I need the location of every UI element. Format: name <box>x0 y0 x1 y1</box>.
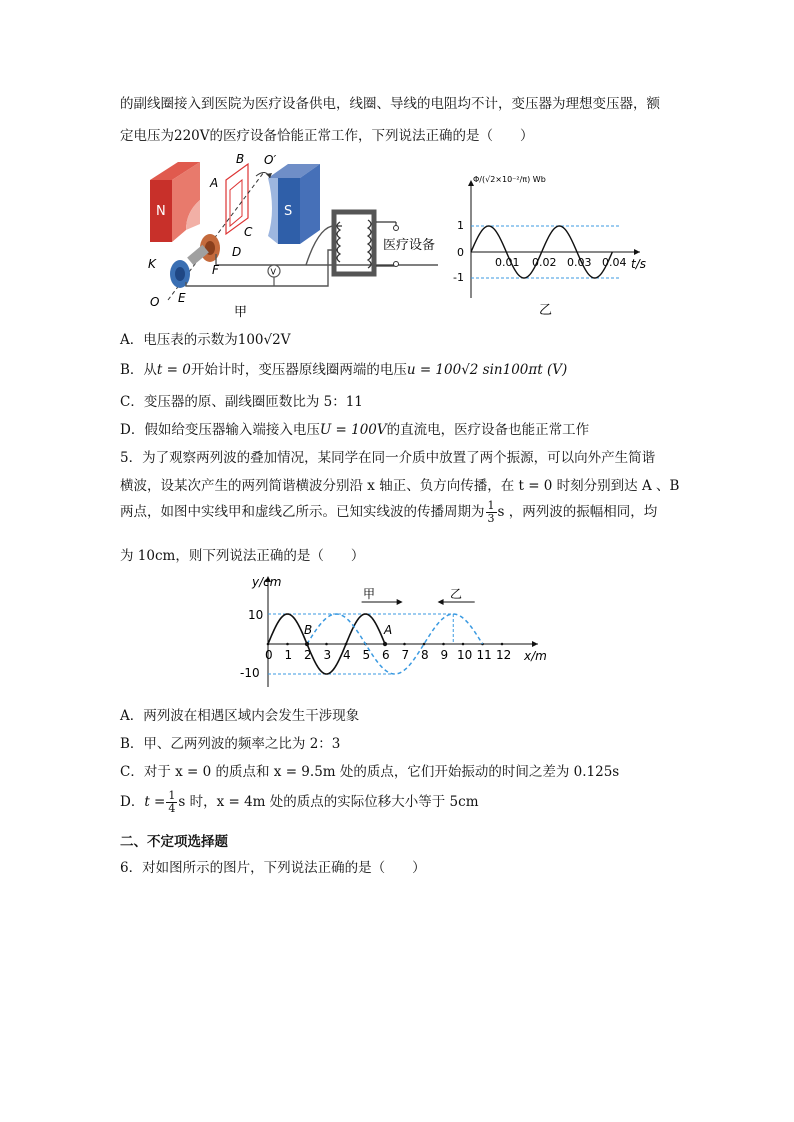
wave-xtick-6: 6 <box>382 648 390 662</box>
wave-xtick-12: 12 <box>496 648 512 662</box>
wave-xtick-5: 5 <box>362 648 371 662</box>
flux-xtick-002: 0.02 <box>532 256 557 269</box>
wave-xtick-1: 1 <box>284 648 293 662</box>
q4-option-a: A．电压表的示数为100√2V <box>120 332 291 348</box>
wave-xtick-8: 8 <box>421 648 429 662</box>
flux-xtick-004: 0.04 <box>602 256 627 269</box>
q5-option-c: C．对于 x = 0 的质点和 x = 9.5m 处的质点，它们开始振动的时间之差为 0.125s <box>120 764 620 780</box>
magnet-s <box>268 164 320 244</box>
wave-tick-mark-10 <box>462 643 465 646</box>
wave-yaxis-label: y/cm <box>252 575 282 589</box>
caption-jia: 甲 <box>234 305 248 320</box>
flux-chart <box>445 170 660 320</box>
label-s: S <box>284 204 293 219</box>
svg-text:B: B <box>236 152 245 166</box>
point-a <box>383 642 387 646</box>
label-yi: 乙 <box>450 587 463 601</box>
wave-xtick-9: 9 <box>440 648 449 662</box>
label-point-a: A <box>384 623 393 637</box>
wave-xaxis-label: x/m <box>524 649 547 663</box>
q4-option-d: D．假如给变压器输入端接入电压U = 100V的直流电，医疗设备也能正常工作 <box>120 422 590 438</box>
wave-x-arrow <box>532 641 538 647</box>
wave-tick-mark-9 <box>442 643 445 646</box>
wave-tick-mark-12 <box>501 643 504 646</box>
svg-text:O′: O′ <box>264 153 277 167</box>
wave-xtick-7: 7 <box>401 648 410 662</box>
svg-text:C: C <box>244 225 253 239</box>
wave-ytick-10: 10 <box>248 608 264 622</box>
q4-option-b: B．从t = 0开始计时，变压器原线圈两端的电压u = 100√2 sin100πt (V) <box>120 362 568 378</box>
coil <box>226 164 248 234</box>
wave-ytick-neg10: -10 <box>240 666 260 680</box>
terminal-upper <box>394 226 399 231</box>
flux-xaxis-label: t/s <box>631 257 646 271</box>
svg-text:F: F <box>212 263 219 277</box>
svg-text:A: A <box>210 176 219 190</box>
q5-option-b: B．甲、乙两列波的频率之比为 2：3 <box>120 736 341 752</box>
wave-tick-mark-1 <box>286 643 289 646</box>
label-point-b: B <box>304 623 313 637</box>
q5-line1: 5．为了观察两列波的叠加情况，某同学在同一介质中放置了两个振源，可以向外产生简谐 <box>120 450 656 466</box>
wave-chart <box>238 572 558 692</box>
svg-text:K: K <box>148 257 156 271</box>
period-fraction: $\frac{1}{3}$ <box>487 499 495 525</box>
flux-xtick-001: 0.01 <box>495 256 520 269</box>
q6-line1: 6．对如图所示的图片，下列说法正确的是（ ） <box>120 860 426 876</box>
wave-tick-mark-7 <box>403 643 406 646</box>
wave-xtick-2: 2 <box>304 648 312 662</box>
flux-x-arrow <box>634 249 640 255</box>
magnet-n <box>150 162 200 242</box>
svg-text:O: O <box>150 295 160 309</box>
device-label: 医疗设备 <box>383 238 436 253</box>
label-n: N <box>156 204 166 219</box>
wave-xtick-11: 11 <box>476 648 492 662</box>
section-heading: 二、不定项选择题 <box>120 834 228 850</box>
q4-intro-line1: 的副线圈接入到医院为医疗设备供电，线圈、导线的电阻均不计，变压器为理想变压器，额 <box>120 96 660 112</box>
q4-intro-line2: 定电压为220V的医疗设备恰能正常工作，下列说法正确的是（ ） <box>120 128 534 144</box>
flux-ytick-neg1: -1 <box>453 271 464 284</box>
label-jia: 甲 <box>363 587 376 601</box>
time-fraction: $\frac{1}{4}$ <box>168 789 176 815</box>
secondary-coil <box>368 220 371 268</box>
flux-ytick-1: 1 <box>457 219 464 232</box>
wave-xtick-10: 10 <box>457 648 473 662</box>
q5-line4: 为 10cm，则下列说法正确的是（ ） <box>120 548 365 564</box>
wire-upper <box>216 254 438 265</box>
wave-xtick-3: 3 <box>323 648 332 662</box>
point-b <box>305 642 309 646</box>
wave-tick-mark-8 <box>423 643 426 646</box>
flux-ytick-0: 0 <box>457 246 464 259</box>
svg-text:D: D <box>232 245 242 259</box>
caption-yi: 乙 <box>539 303 553 318</box>
wave-tick-mark-3 <box>325 643 328 646</box>
generator-figure <box>138 150 438 320</box>
flux-yaxis-label: Φ/(√2×10⁻²/π) Wb <box>473 175 546 184</box>
primary-coil <box>337 222 340 262</box>
label-v: V <box>270 267 276 277</box>
q4-option-c: C．变压器的原、副线圈匝数比为 5：11 <box>120 394 363 410</box>
wave-xtick-0: 0 <box>265 648 273 662</box>
q5-line3: 两点，如图中实线甲和虚线乙所示。已知实线波的传播周期为 $\frac{1}{3}$ s ，两列波的振幅相同，均 <box>120 499 658 525</box>
wave-xtick-4: 4 <box>343 648 351 662</box>
q5-option-d: D．t = $\frac{1}{4}$ s 时，x = 4m 处的质点的实际位移大小等于 5cm <box>120 789 479 815</box>
flux-xtick-003: 0.03 <box>567 256 592 269</box>
q5-line2: 横波，设某次产生的两列简谐横波分别沿 x 轴正、负方向传播，在 t = 0 时刻分别到达 A 、B <box>120 478 680 494</box>
q5-option-a: A．两列波在相遇区域内会发生干涉现象 <box>120 708 360 724</box>
svg-text:E: E <box>178 291 186 305</box>
terminal-lower <box>394 262 399 267</box>
